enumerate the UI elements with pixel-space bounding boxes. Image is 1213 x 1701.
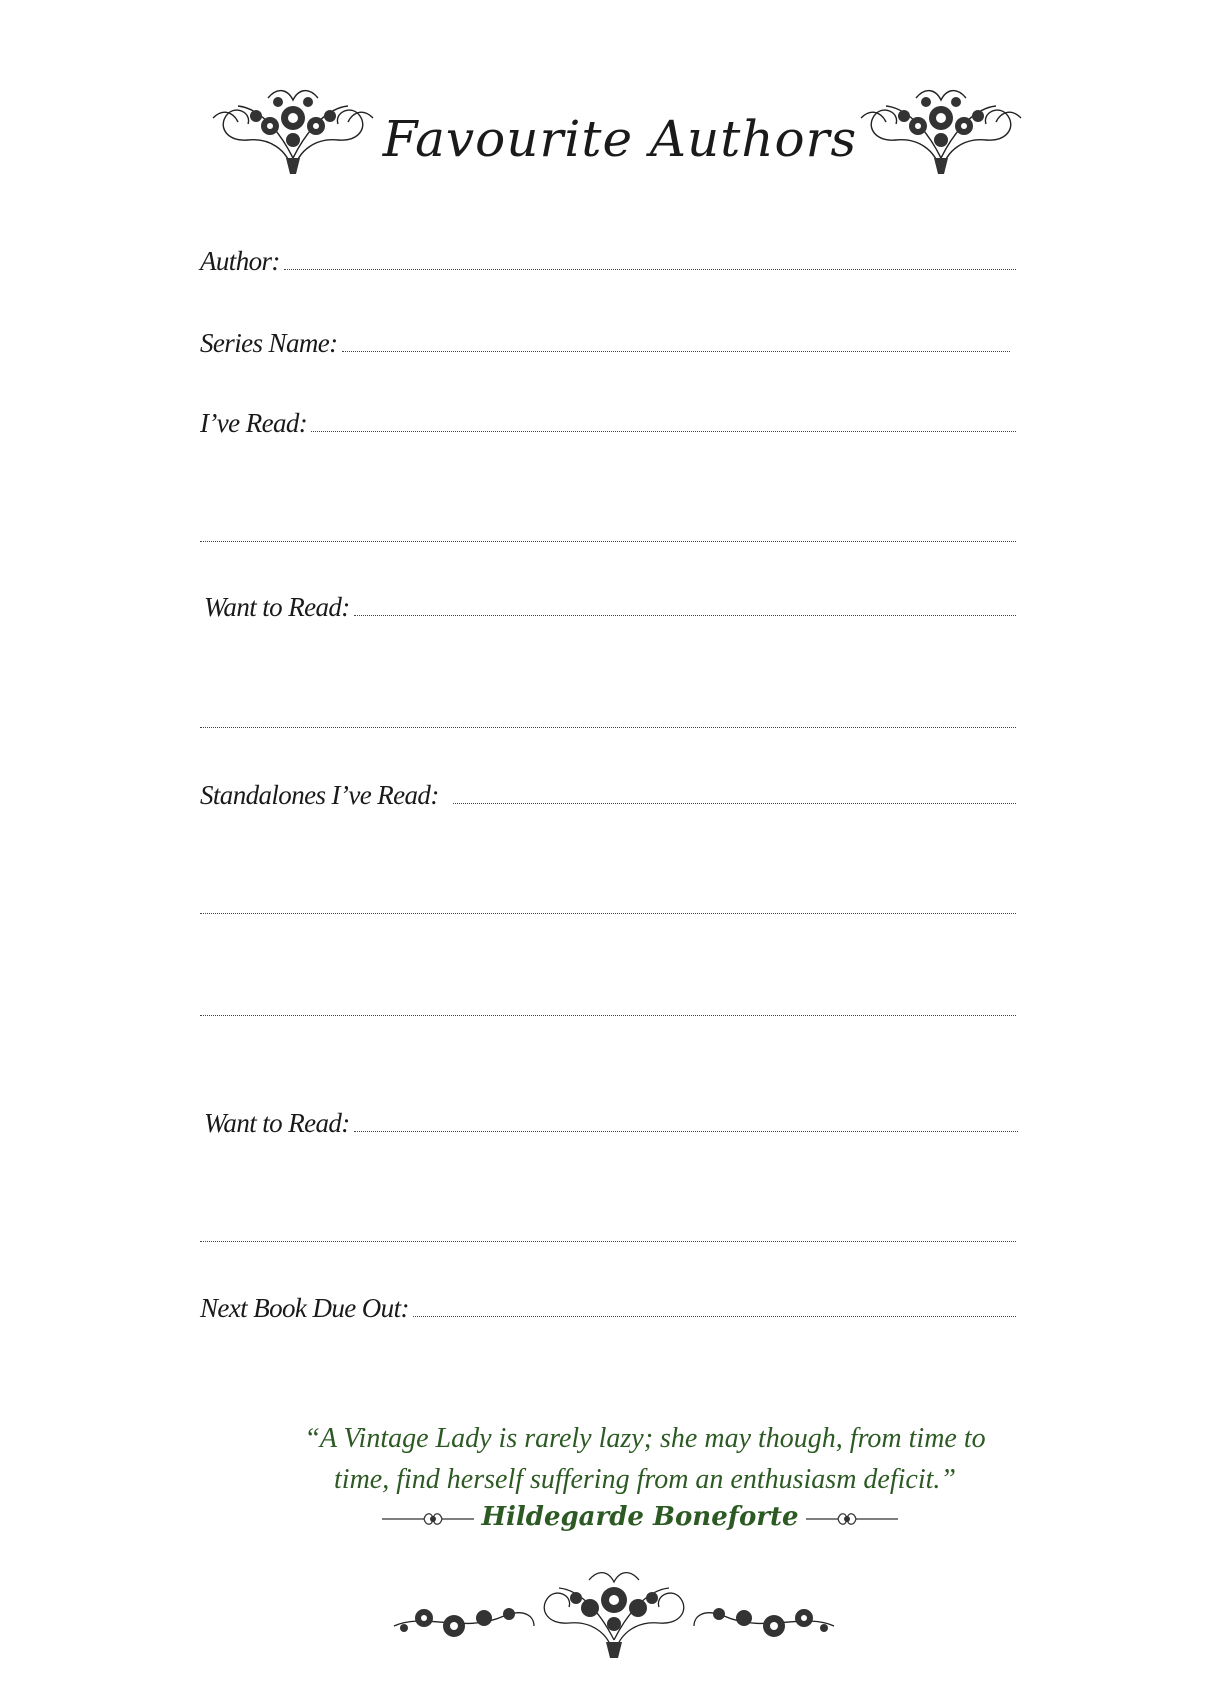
standalones-label: Standalones I’ve Read: bbox=[200, 780, 439, 810]
want-to-read-field-2[interactable] bbox=[204, 1110, 1018, 1137]
standalones-line[interactable] bbox=[453, 802, 1016, 804]
quote-line-1: “A Vintage Lady is rarely lazy; she may though, from time to bbox=[304, 1423, 986, 1454]
quote-author: Hildegarde Boneforte bbox=[481, 1502, 799, 1532]
series-name-label: Series Name: bbox=[200, 328, 338, 358]
want-to-read-field-1[interactable] bbox=[204, 594, 1016, 621]
page-title: Favourite Authors bbox=[382, 110, 858, 168]
floral-ornament-icon bbox=[208, 78, 378, 178]
want-to-read-label-1: Want to Read: bbox=[204, 592, 350, 622]
standalones-line-2[interactable] bbox=[200, 912, 1016, 914]
next-book-field[interactable] bbox=[200, 1295, 1016, 1322]
quote bbox=[260, 1418, 1030, 1500]
next-book-line[interactable] bbox=[413, 1315, 1016, 1317]
ive-read-label: I’ve Read: bbox=[200, 408, 308, 438]
want-to-read-line-2b[interactable] bbox=[200, 1240, 1016, 1242]
standalones-line-3[interactable] bbox=[200, 1014, 1016, 1016]
series-name-field[interactable] bbox=[200, 330, 1010, 357]
ive-read-line[interactable] bbox=[311, 430, 1016, 432]
flourish-icon bbox=[380, 1508, 476, 1535]
standalones-field[interactable] bbox=[200, 782, 1016, 809]
author-label: Author: bbox=[200, 246, 280, 276]
ive-read-line-2[interactable] bbox=[200, 540, 1016, 542]
series-name-line[interactable] bbox=[342, 350, 1010, 352]
flourish-icon bbox=[804, 1508, 900, 1535]
quote-attribution bbox=[380, 1500, 900, 1540]
author-line[interactable] bbox=[284, 268, 1016, 270]
want-to-read-line-1b[interactable] bbox=[200, 726, 1016, 728]
author-field[interactable] bbox=[200, 248, 1016, 275]
want-to-read-label-2: Want to Read: bbox=[204, 1108, 350, 1138]
next-book-label: Next Book Due Out: bbox=[200, 1293, 409, 1323]
ive-read-field[interactable] bbox=[200, 410, 1016, 437]
floral-ornament-icon bbox=[856, 78, 1026, 178]
quote-line-2: time, find herself suffering from an enthusiasm deficit.” bbox=[334, 1464, 956, 1495]
floral-ornament-icon bbox=[384, 1556, 844, 1662]
want-to-read-line-2[interactable] bbox=[354, 1130, 1018, 1132]
want-to-read-line-1[interactable] bbox=[354, 614, 1016, 616]
